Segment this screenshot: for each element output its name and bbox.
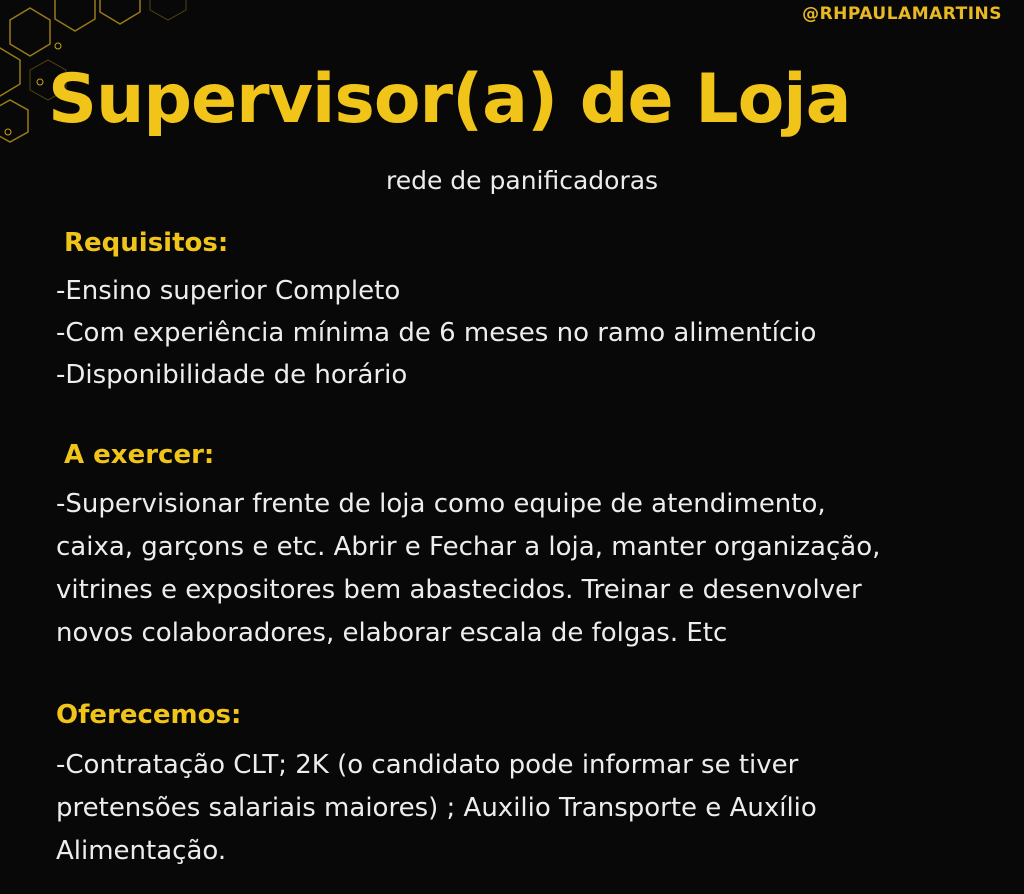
author-handle: @RHPAULAMARTINS [802,4,1002,24]
requisito-item: -Com experiência mínima de 6 meses no ramo alimentício [56,318,817,348]
exercer-line: vitrines e expositores bem abastecidos. Treinar e desenvolver [56,575,862,605]
subtitle: rede de panificadoras [386,166,659,195]
requisitos-heading: Requisitos: [64,228,229,258]
exercer-heading: A exercer: [64,440,215,470]
oferecemos-heading: Oferecemos: [56,700,242,730]
exercer-line: -Supervisionar frente de loja como equipe de atendimento, [56,489,826,519]
oferecemos-line: Alimentação. [56,836,227,866]
exercer-line: caixa, garçons e etc. Abrir e Fechar a loja, manter organização, [56,532,881,562]
exercer-line: novos colaboradores, elaborar escala de folgas. Etc [56,618,728,648]
requisito-item: -Ensino superior Completo [56,276,401,306]
requisito-item: -Disponibilidade de horário [56,360,408,390]
oferecemos-line: pretensões salariais maiores) ; Auxilio Transporte e Auxílio [56,793,817,823]
page-title: Supervisor(a) de Loja [48,60,851,139]
oferecemos-line: -Contratação CLT; 2K (o candidato pode informar se tiver [56,750,799,780]
